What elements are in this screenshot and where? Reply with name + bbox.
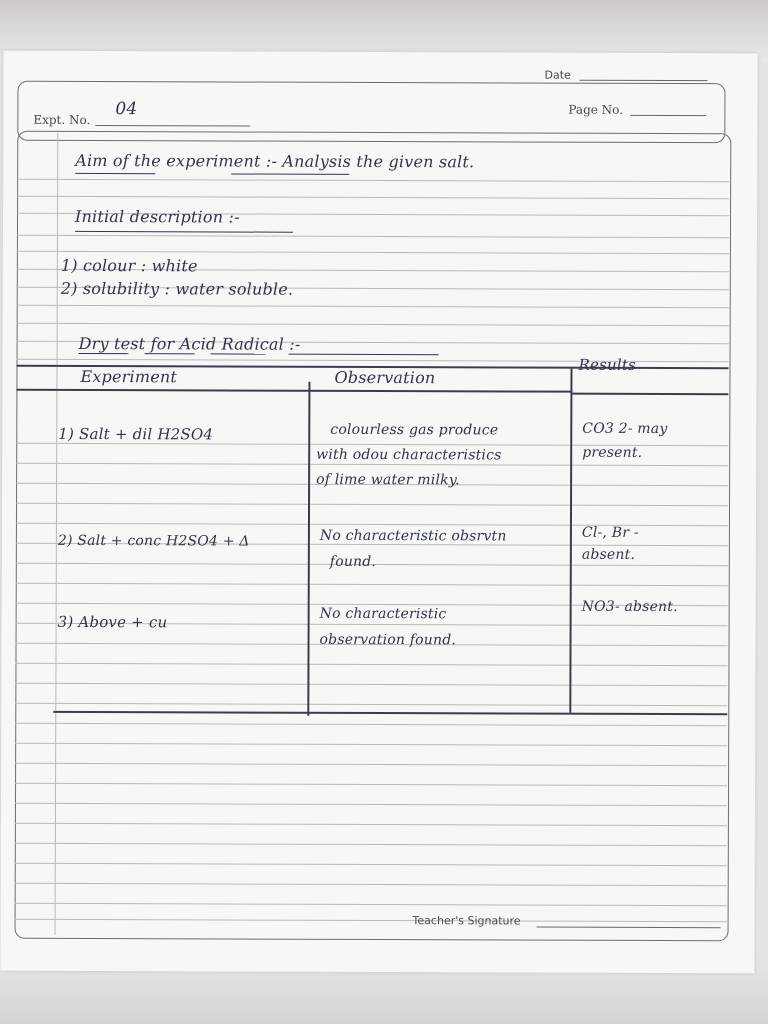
background-bottom — [0, 970, 768, 1024]
page-label: Page No. — [568, 102, 624, 117]
row-1-observation-line: colourless gas produce — [330, 421, 499, 439]
row-1-experiment: 1) Salt + dil H2SO4 — [58, 424, 214, 444]
dry-underline-1 — [79, 353, 129, 354]
row-2-observation-line: found. — [329, 553, 377, 570]
row-1-result-line: present. — [582, 444, 643, 461]
date-line — [580, 80, 708, 81]
header-results: Results — [578, 355, 636, 374]
initial-item: 2) solubility : water soluble. — [60, 278, 294, 299]
row-1-observation-line: of lime water milky. — [316, 471, 460, 489]
row-2-result-line: absent. — [581, 546, 636, 563]
row-3-experiment: 3) Above + cu — [57, 612, 168, 632]
row-2-experiment: 2) Salt + conc H2SO4 + Δ — [57, 532, 250, 550]
header-experiment: Experiment — [80, 366, 178, 387]
notebook-page — [0, 51, 757, 974]
row-3-result-line: NO3- absent. — [581, 598, 678, 616]
initial-item: 1) colour : white — [60, 255, 198, 276]
row-1-observation-line: with odou characteristics — [316, 446, 502, 464]
initial-heading: Initial description :- — [74, 206, 240, 227]
signature-label: Teacher's Signature — [412, 914, 521, 928]
row-2-result-line: Cl-, Br - — [581, 524, 639, 541]
aim-text: Aim of the experiment :- Analysis the given salt. — [75, 150, 475, 172]
row-1-result-line: CO3 2- may — [582, 420, 668, 438]
expt-number: 04 — [115, 99, 138, 120]
row-2-observation-line: No characteristic obsrvtn — [319, 527, 507, 545]
dry-underline-3 — [211, 353, 266, 354]
expt-label: Expt. No. — [33, 112, 91, 127]
dry-test-heading: Dry test for Acid Radical :- — [78, 333, 301, 354]
header-observation: Observation — [334, 367, 436, 388]
row-3-observation-line: No characteristic — [319, 605, 447, 623]
date-label: Date — [544, 68, 571, 82]
row-3-observation-line: observation found. — [319, 631, 457, 649]
dry-underline-2 — [145, 353, 195, 354]
